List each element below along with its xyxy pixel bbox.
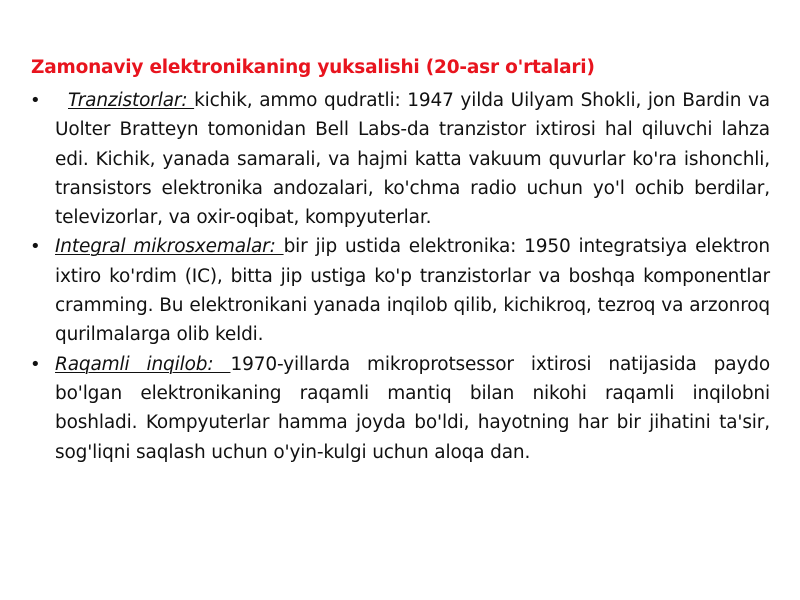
bullet-marker: •	[30, 236, 41, 258]
bullet-item-digital-revolution	[30, 350, 770, 467]
bullet-term: Raqamli inqilob:	[55, 353, 231, 375]
slide-title: Zamonaviy elektronikaning yuksalishi (20-asr o'rtalari)	[31, 57, 595, 78]
bullet-item-transistors	[30, 86, 770, 232]
bullet-marker: •	[30, 90, 41, 111]
bullet-term: Tranzistorlar:	[68, 90, 195, 111]
bullet-text: 1970-yillarda mikroprotsessor ixtirosi natijasida paydo bo'lgan elektronikaning raqamli mantiq bilan nikohi raqamli inqilobni boshladi. Kompyuterlar hamma joyda bo'ldi, hayotning har bir jihatini ta'sir, sog'liqni saqlash uchun o'yin-kulgi uchun aloqa dan.	[55, 353, 771, 463]
bullet-text: kichik, ammo qudratli: 1947 yilda Uilyam Shokli, jon Bardin va Uolter Bratteyn tomonidan Bell Labs-da tranzistor ixtirosi hal qiluvchi lahza edi. Kichik, yanada samarali, va hajmi katta vakuum quvurlar ko'ra ishonchli, transistors elektronika andozalari, ko'chma radio uchun yo'l ochib berdilar, televizorlar, va oxir-oqibat, kompyuterlar.	[55, 90, 770, 229]
bullet-term: Integral mikrosxemalar:	[55, 236, 284, 258]
bullet-item-integrated-circuits	[30, 232, 770, 349]
bullet-list	[30, 86, 770, 467]
bullet-marker: •	[30, 353, 41, 375]
bullet-text: bir jip ustida elektronika: 1950 integratsiya elektron ixtiro ko'rdim (IC), bitta jip ustiga ko'p tranzistorlar va boshqa komponentlar cramming. Bu elektronikani yanada inqilob qilib, kichikroq, tezroq va arzonroq qurilmalarga olib keldi.	[55, 236, 770, 346]
